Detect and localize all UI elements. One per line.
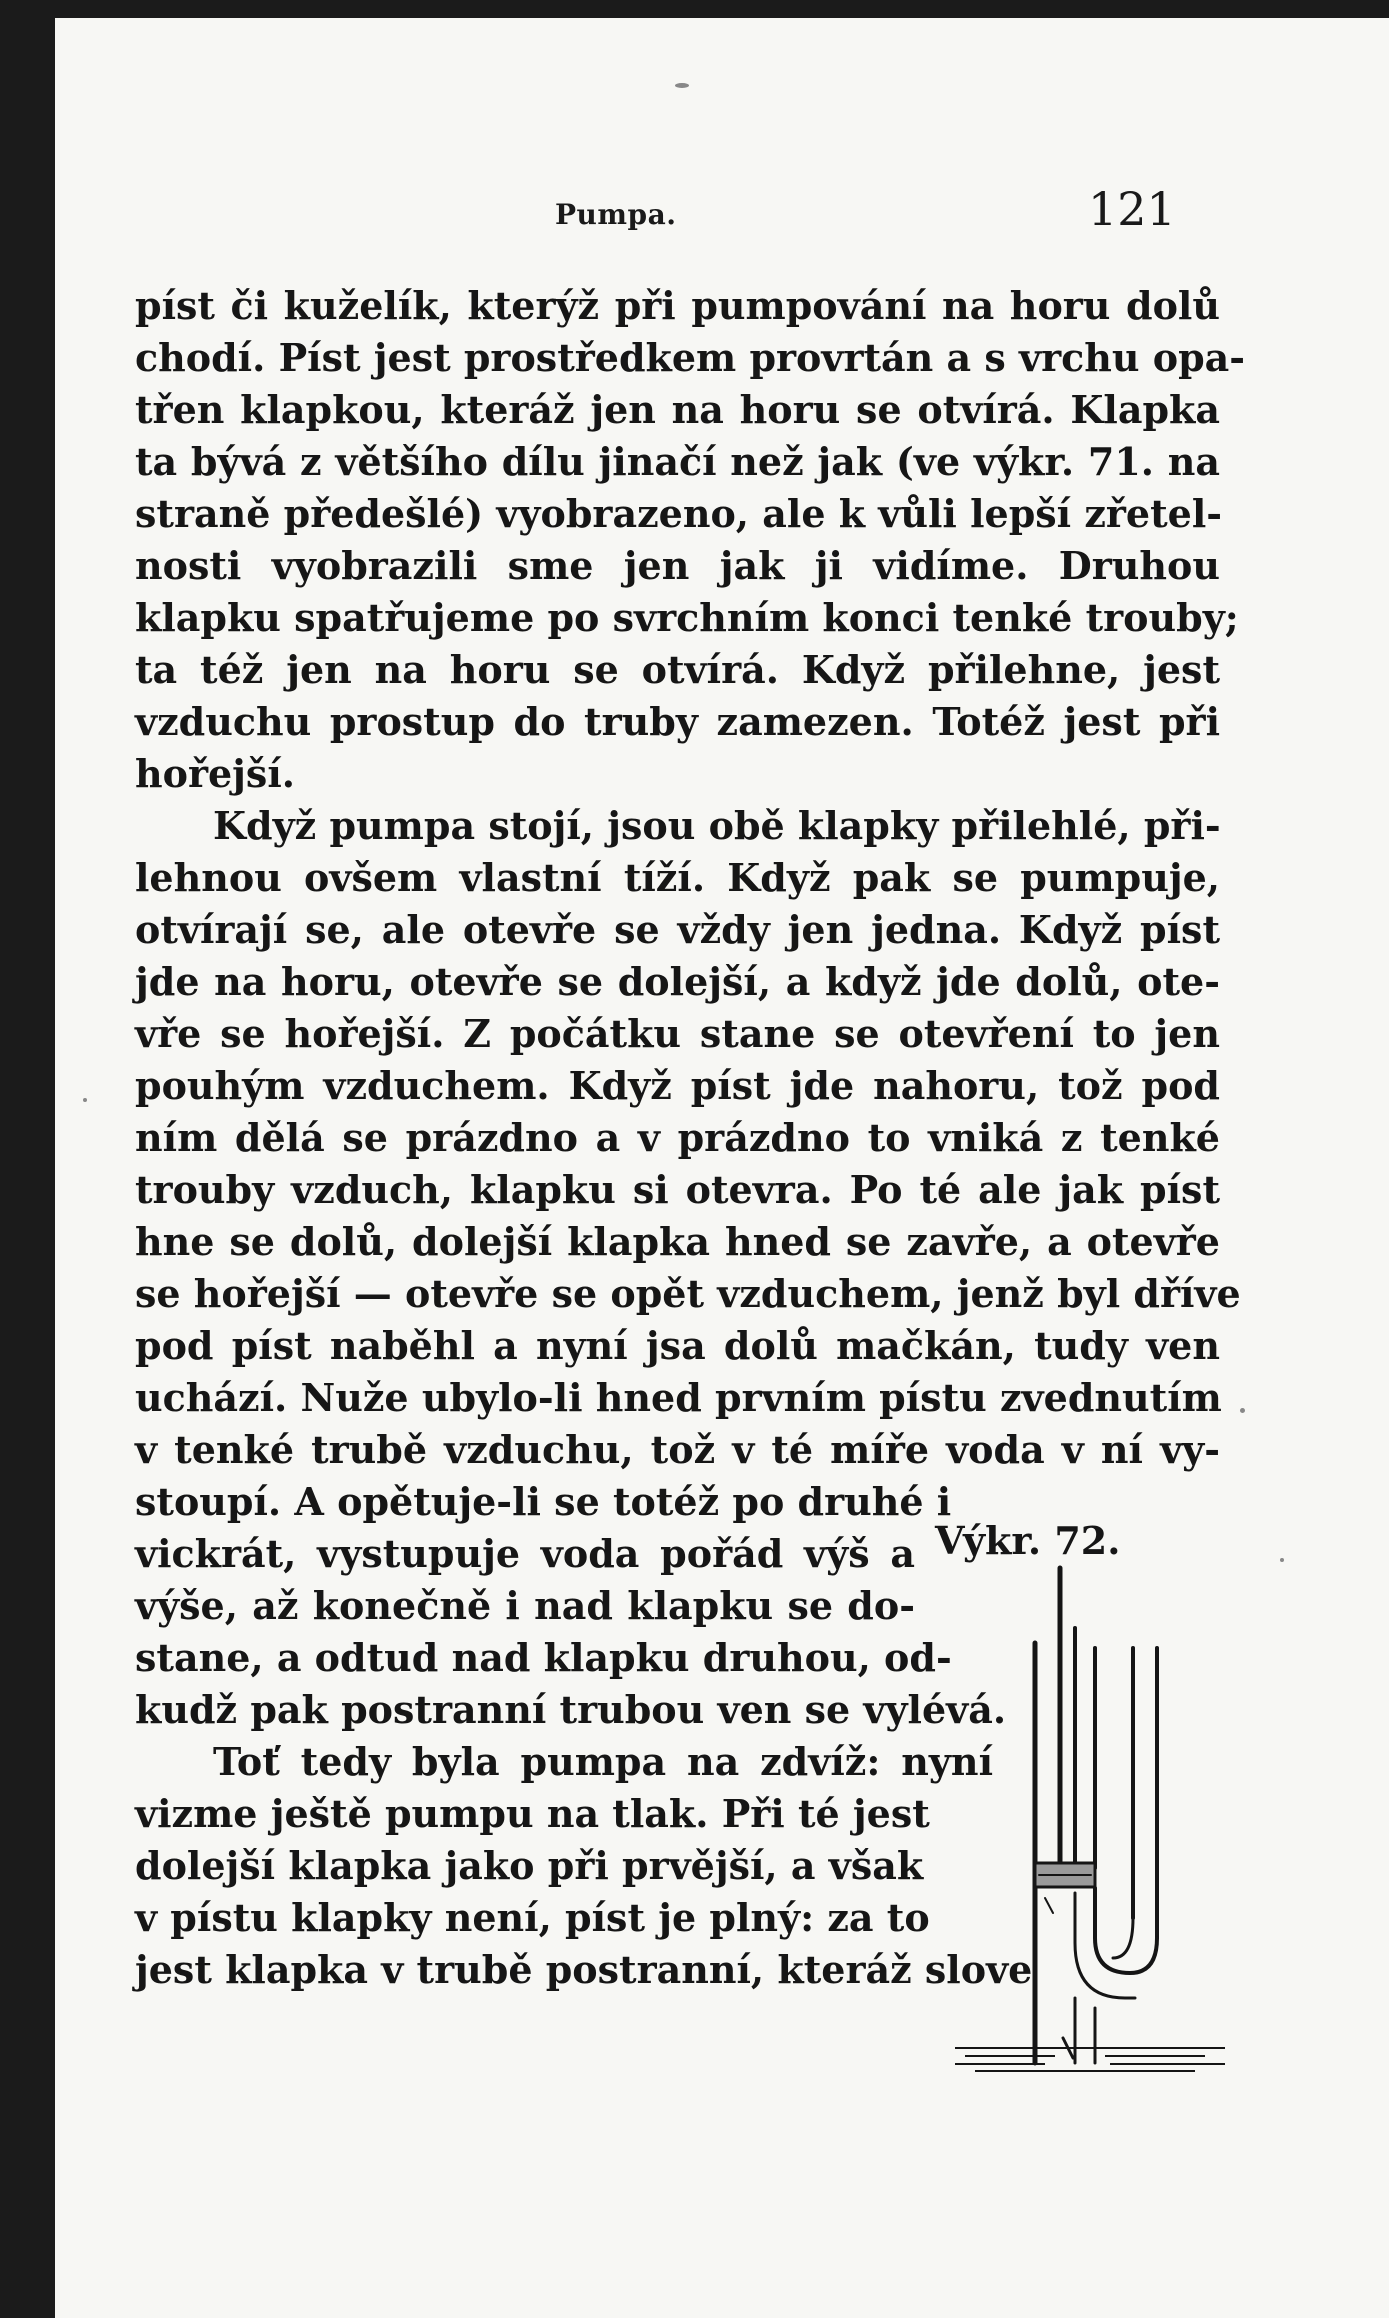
figure-caption: Výkr. 72.	[935, 1518, 1121, 1563]
figure-pump	[935, 1518, 1235, 2078]
text-line: vickrát, vystupuje voda pořád výš a	[135, 1531, 915, 1576]
text-line: jde na horu, otevře se dolejší, a když jde dolů, ote-	[135, 959, 1220, 1004]
print-speck	[1280, 1558, 1284, 1562]
text-line: jest klapka v trubě postranní, kteráž slove	[135, 1947, 1033, 1992]
text-line: kudž pak postranní trubou ven se vylévá.	[135, 1687, 1007, 1732]
print-speck	[1240, 1408, 1245, 1413]
print-speck	[83, 1098, 87, 1102]
paragraph-1	[135, 280, 1246, 800]
text-line: výše, až konečně i nad klapku se do-	[135, 1583, 915, 1628]
text-line: třen klapkou, kteráž jen na horu se otvírá. Klapka	[135, 387, 1220, 432]
text-line: vzduchu prostup do truby zamezen. Totéž jest při	[135, 699, 1220, 744]
text-line: se hořejší — otevře se opět vzduchem, jenž byl dříve	[135, 1271, 1241, 1316]
text-line: ním dělá se prázdno a v prázdno to vniká z tenké	[135, 1115, 1220, 1160]
text-line: trouby vzduch, klapku si otevra. Po té ale jak píst	[135, 1167, 1220, 1212]
book-page	[55, 18, 1389, 2318]
text-line: pouhým vzduchem. Když píst jde nahoru, tož pod	[135, 1063, 1220, 1108]
page-number: 121	[1088, 182, 1176, 236]
text-line: pod píst naběhl a nyní jsa dolů mačkán, tudy ven	[135, 1323, 1220, 1368]
text-line: ta též jen na horu se otvírá. Když přilehne, jest	[135, 647, 1220, 692]
text-line: dolejší klapka jako při prvější, a však	[135, 1843, 924, 1888]
text-line: otvírají se, ale otevře se vždy jen jedna. Když píst	[135, 907, 1220, 952]
text-line: hne se dolů, dolejší klapka hned se zavře, a otevře	[135, 1219, 1220, 1264]
text-line: stoupí. A opětuje-li se totéž po druhé i	[135, 1479, 952, 1524]
text-line: straně předešlé) vyobrazeno, ale k vůli lepší zřetel-	[135, 491, 1223, 536]
text-line: Když pumpa stojí, jsou obě klapky přilehlé, při-	[213, 803, 1221, 848]
text-line: vře se hořejší. Z počátku stane se otevření to jen	[135, 1011, 1220, 1056]
text-line: nosti vyobrazili sme jen jak ji vidíme. Druhou	[135, 543, 1220, 588]
text-line: píst či kuželík, kterýž při pumpování na horu dolů	[135, 283, 1220, 328]
text-line: lehnou ovšem vlastní tíží. Když pak se pumpuje,	[135, 855, 1220, 900]
print-speck	[675, 83, 689, 88]
text-line: chodí. Píst jest prostředkem provrtán a s vrchu opa-	[135, 335, 1246, 380]
text-line: v pístu klapky není, píst je plný: za to	[135, 1895, 930, 1940]
pump-diagram	[935, 1558, 1235, 2078]
text-line: Toť tedy byla pumpa na zdvíž: nyní	[213, 1739, 993, 1784]
text-line: uchází. Nuže ubylo-li hned prvním pístu zvednutím	[135, 1375, 1222, 1420]
text-line: hořejší.	[135, 751, 295, 796]
running-title: Pumpa.	[555, 198, 677, 231]
page-header	[55, 180, 1389, 240]
text-line: v tenké trubě vzduchu, tož v té míře voda v ní vy-	[135, 1427, 1220, 1472]
text-line: stane, a odtud nad klapku druhou, od-	[135, 1635, 952, 1680]
text-line: vizme ještě pumpu na tlak. Při té jest	[135, 1791, 930, 1836]
text-line: ta bývá z většího dílu jinačí než jak (ve výkr. 71. na	[135, 439, 1220, 484]
text-line: klapku spatřujeme po svrchním konci tenké trouby;	[135, 595, 1239, 640]
